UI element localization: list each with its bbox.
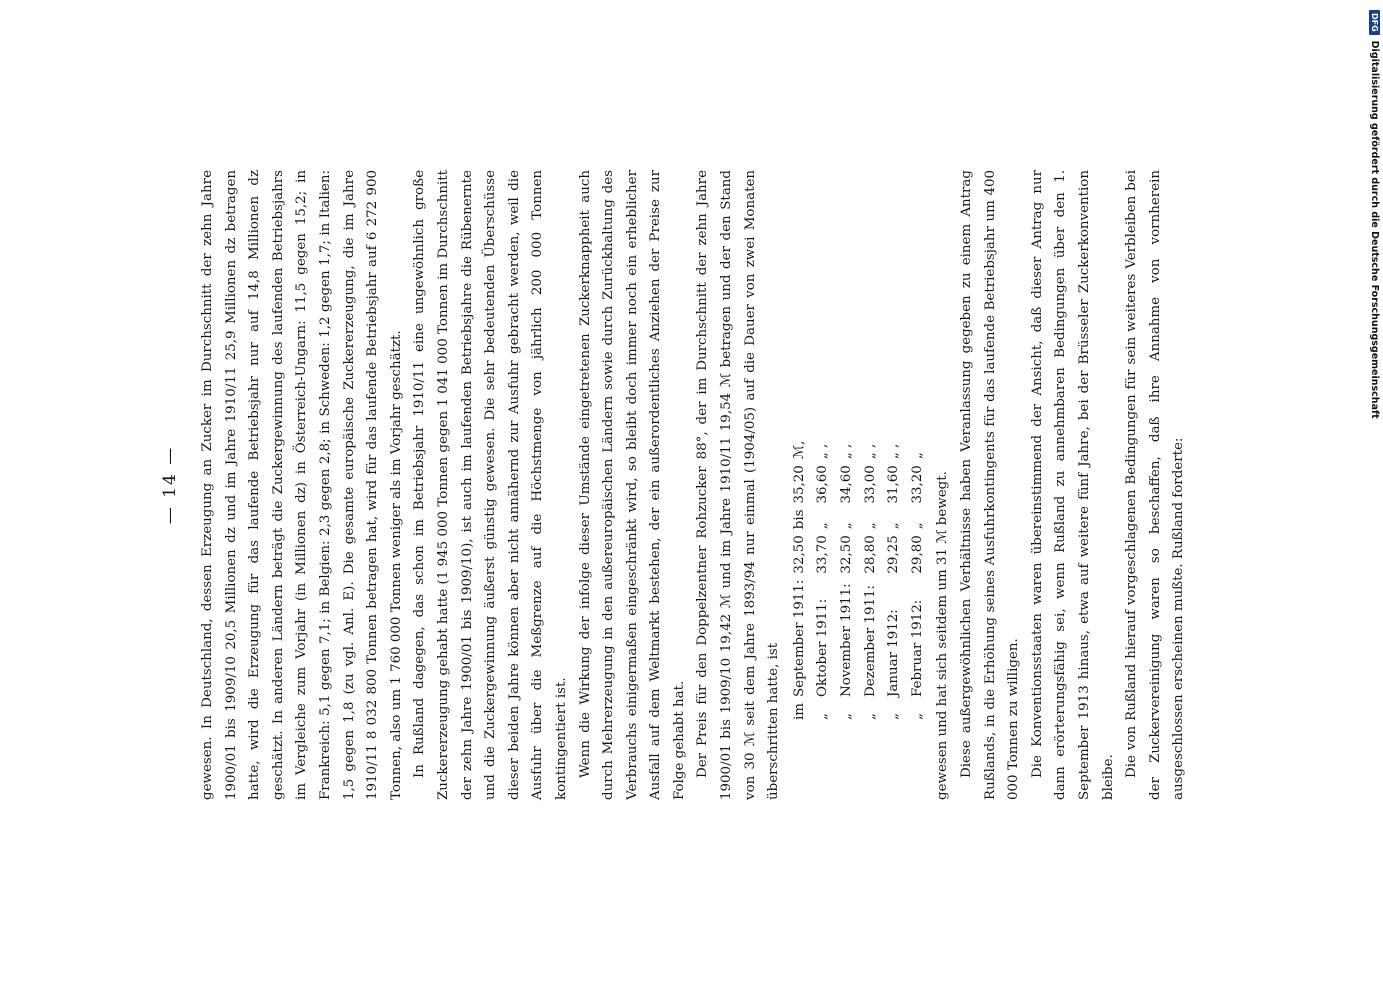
- paragraph: Der Preis für den Doppelzentner Rohzucker 88°, der im Durchschnitt der zehn Jahre 1900/01 bis 1909/10 19,42 ℳ und im Jahre 1910/11 19,54 ℳ betragen und der den Stand von 30 ℳ seit dem Jahre 1893/94 nur einmal (1904/05) auf die Dauer von zwei Monaten überschritten hatte, ist: [695, 170, 782, 800]
- price-table: [788, 435, 930, 720]
- price-month: September 1911:: [791, 579, 807, 698]
- paragraph: Die Konventionsstaaten waren übereinstimmend der Ansicht, daß dieser Antrag nur dann erörterungsfähig sei, wenn Rußland zu annehmbaren Bedingungen über den 1. September 1913 hinaus, etwa auf weitere fünf Jahre, bei der Brüsseler Zuckerkonvention bleibe.: [1029, 170, 1116, 800]
- price-low: 32,50: [839, 535, 855, 574]
- price-prefix: „: [886, 713, 902, 720]
- price-month: Dezember 1911:: [862, 584, 878, 698]
- price-high: 33,20: [909, 465, 925, 504]
- price-high: 36,60: [815, 465, 831, 504]
- dfg-logo: DFG: [1369, 10, 1380, 35]
- price-unit: „ ,: [839, 443, 855, 460]
- price-sep: „: [839, 522, 855, 530]
- price-month: Oktober 1911:: [815, 598, 831, 698]
- paragraph: gewesen und hat sich seitdem um 31 ℳ bewegt.: [935, 471, 951, 800]
- paragraph: In Rußland dagegen, das schon im Betriebsjahr 1910/11 eine ungewöhnlich große Zuckererzeugung gehabt hatte (1 945 000 Tonnen gegen 1 041 000 Tonnen im Durchschnitt der zehn Jahre 1900/01 bis 1909/10), ist auch im laufenden Betriebsjahre die Rübenernte und die Zuckergewinnung äußerst günstig gewesen. Die sehr bedeutenden Überschüsse dieser beiden Jahre können aber nicht annähernd zur Ausfuhr gebracht werden, weil die Ausfuhr über die Meßgrenze auf die Höchstmenge von jährlich 200 000 Tonnen kontingentiert ist.: [412, 170, 569, 800]
- price-sep: „: [909, 522, 925, 530]
- digitization-note-text: Digitalisierung gefördert durch die Deutsche Forschungsgemeinschaft: [1369, 40, 1380, 419]
- price-prefix: „: [862, 713, 878, 720]
- price-row: [811, 435, 835, 720]
- price-high: 33,00: [862, 465, 878, 504]
- price-row: [882, 435, 906, 720]
- paragraph: Die von Rußland hierauf vorgeschlagenen Bedingungen für sein weiteres Verbleiben bei der Zuckervereinigung waren so beschaffen, daß ihre Annahme von vornherein ausgeschlossen erscheinen mußte. Rußland forderte:: [1124, 170, 1187, 800]
- price-unit: „ ,: [886, 443, 902, 460]
- price-low: 29,25: [886, 535, 902, 574]
- price-high: 35,20: [791, 465, 807, 504]
- price-sep: „: [862, 522, 878, 530]
- price-sep: „: [886, 522, 902, 530]
- price-row: [788, 435, 812, 720]
- price-month: Januar 1912:: [886, 609, 902, 698]
- price-unit: „: [909, 452, 925, 460]
- price-low: 32,50: [791, 535, 807, 574]
- price-row: [906, 435, 930, 720]
- price-row: [859, 435, 883, 720]
- price-prefix: „: [839, 713, 855, 720]
- price-sep: bis: [791, 509, 807, 530]
- price-high: 34,60: [839, 465, 855, 504]
- digitization-sidebar: [1358, 10, 1382, 800]
- price-unit: ℳ,: [791, 440, 807, 460]
- price-high: 31,60: [886, 465, 902, 504]
- rotated-document-page: [160, 170, 1187, 800]
- page-number: — 14 —: [160, 445, 180, 525]
- price-prefix: „: [909, 713, 925, 720]
- price-prefix: im: [791, 703, 807, 720]
- price-sep: „: [815, 522, 831, 530]
- paragraph: Diese außergewöhnlichen Verhältnisse haben Veranlassung gegeben zu einem Antrag Rußlands, in die Erhöhung seines Ausfuhrkontingents für das laufende Betriebsjahr um 400 000 Tonnen zu willigen.: [959, 170, 1022, 800]
- price-low: 33,70: [815, 535, 831, 574]
- price-row: [835, 435, 859, 720]
- price-low: 28,80: [862, 535, 878, 574]
- digitization-note: [1369, 10, 1380, 790]
- price-month: Februar 1912:: [909, 599, 925, 698]
- document-body: [196, 170, 1191, 800]
- paragraph: gewesen. In Deutschland, dessen Erzeugung an Zucker im Durchschnitt der zehn Jahre 1900/01 bis 1909/10 20,5 Millionen dz und im Jahre 1910/11 25,9 Millionen dz betragen hatte, wird die Erzeugung für das laufende Betriebsjahr nur auf 14,8 Millionen dz geschätzt. In anderen Ländern beträgt die Zuckergewinnung des laufenden Betriebsjahrs im Vergleiche zum Vorjahr (in Millionen dz) in Österreich-Ungarn: 11,5 gegen 15,2; in Frankreich: 5,1 gegen 7,1; in Belgien: 2,3 gegen 2,8; in Schweden: 1,2 gegen 1,7; in Italien: 1,5 gegen 1,8 (zu vgl. Anl. E). Die gesamte europäische Zuckererzeugung, die im Jahre 1910/11 8 032 800 Tonnen betragen hat, wird für das laufende Betriebsjahr auf 6 272 900 Tonnen, also um 1 760 000 Tonnen weniger als im Vorjahr geschätzt.: [200, 170, 404, 800]
- price-month: November 1911:: [839, 583, 855, 698]
- price-low: 29,80: [909, 535, 925, 574]
- price-prefix: „: [815, 713, 831, 720]
- price-unit: „ ,: [815, 443, 831, 460]
- price-unit: „ ,: [862, 443, 878, 460]
- paragraph: Wenn die Wirkung der infolge dieser Umstände eingetretenen Zuckerknappheit auch durch Mehrerzeugung in den außereuropäischen Ländern sowie durch Zurückhaltung des Verbrauchs einigermaßen eingeschränkt wird, so bleibt doch immer noch ein erheblicher Ausfall auf dem Weltmarkt bestehen, der ein außerordentliches Anziehen der Preise zur Folge gehabt hat.: [577, 170, 687, 800]
